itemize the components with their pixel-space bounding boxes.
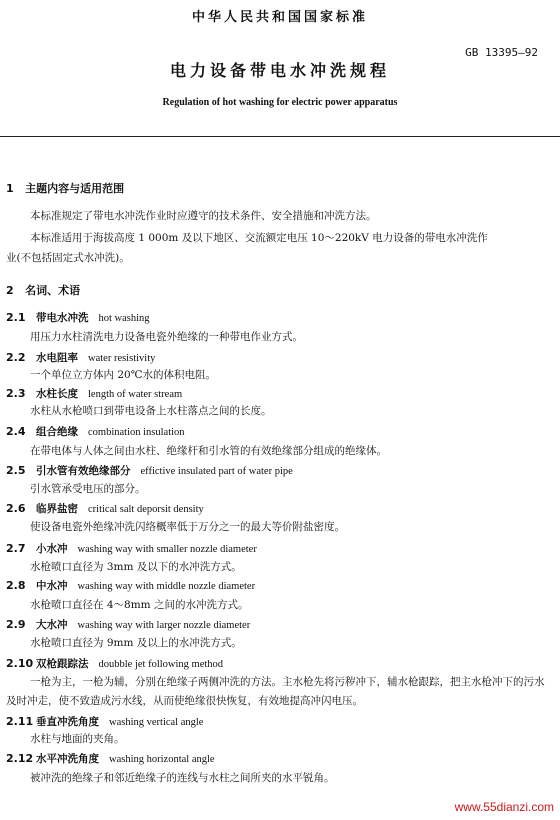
term-english: hot washing (98, 313, 150, 324)
section-title: 主题内容与适用范围 (25, 182, 125, 195)
term-heading (6, 350, 155, 365)
term-english: washing way with larger nozzle diameter (77, 620, 251, 631)
section-1-paragraph: 本标准规定了带电水冲洗作业时应遵守的技术条件、安全措施和冲洗方法。 (30, 210, 377, 222)
term-number: 2.8 (6, 579, 26, 592)
term-chinese: 小水冲 (36, 543, 68, 555)
term-definition: 用压力水柱清洗电力设备电瓷外绝缘的一种带电作业方式。 (30, 331, 303, 343)
term-english: doubble jet following method (98, 659, 224, 670)
term-heading (6, 541, 257, 556)
term-english: washing way with middle nozzle diameter (77, 581, 256, 592)
term-heading (6, 656, 223, 671)
term-english: critical salt deporsit density (88, 504, 204, 515)
term-english: washing horizontal angle (109, 754, 215, 765)
section-number: 2 (6, 284, 14, 297)
document-title: 电力设备带电水冲洗规程 (169, 61, 390, 80)
term-english: washing vertical angle (109, 717, 204, 728)
term-chinese: 中水冲 (36, 580, 68, 592)
term-english: length of water stream (88, 389, 183, 400)
term-heading (6, 424, 185, 439)
term-heading (6, 578, 255, 593)
document-subtitle-english: Regulation of hot washing for electric power apparatus (162, 97, 398, 108)
standard-org-header: 中华人民共和国国家标准 (191, 10, 368, 25)
term-number: 2.7 (6, 542, 26, 555)
term-chinese: 大水冲 (36, 619, 68, 631)
term-heading (6, 751, 215, 766)
term-heading (6, 617, 250, 632)
term-chinese: 水平冲洗角度 (36, 753, 99, 765)
term-chinese: 引水管有效绝缘部分 (36, 465, 131, 477)
term-definition: 引水管承受电压的部分。 (30, 483, 146, 495)
term-chinese: 带电水冲洗 (36, 312, 89, 324)
term-number: 2.3 (6, 387, 26, 400)
term-english: effictive insulated part of water pipe (140, 466, 293, 477)
site-watermark: www.55dianzi.com (454, 800, 554, 814)
term-chinese: 组合绝缘 (36, 426, 78, 438)
section-title: 名词、术语 (25, 284, 81, 297)
term-chinese: 垂直冲洗角度 (36, 716, 99, 728)
term-number: 2.5 (6, 464, 26, 477)
term-number: 2.10 (6, 657, 34, 670)
term-number: 2.4 (6, 425, 26, 438)
term-definition: 水枪喷口直径在 4～8mm 之间的水冲洗方式。 (30, 599, 249, 611)
term-definition: 水柱与地面的夹角。 (30, 733, 125, 745)
term-english: water resistivity (88, 353, 156, 364)
term-heading (6, 501, 204, 516)
section-1-paragraph: 本标准适用于海拔高度 1 000m 及以下地区、交流额定电压 10～220kV 电力设备的带电水冲洗作 (30, 232, 488, 244)
section-1-heading (6, 180, 124, 196)
term-number: 2.6 (6, 502, 26, 515)
section-number: 1 (6, 182, 14, 195)
standard-code: GB 13395—92 (465, 46, 538, 59)
term-chinese: 临界盐密 (36, 503, 78, 515)
term-definition: 一枪为主，一枪为辅，分别在绝缘子两侧冲洗的方法。主水枪先将污秽冲下，辅水枪跟踪，把主水枪冲下的污水及时冲走，使不致造成污水线，从而使绝缘很快恢复，有效地提高冲闪电压。 (6, 676, 545, 707)
term-english: combination insulation (88, 427, 185, 438)
term-definition: 被冲洗的绝缘子和邻近绝缘子的连线与水柱之间所夹的水平锐角。 (30, 772, 335, 784)
term-heading (6, 463, 293, 478)
term-chinese: 水电阻率 (36, 352, 78, 364)
term-english: washing way with smaller nozzle diameter (77, 544, 257, 555)
term-chinese: 水柱长度 (36, 388, 78, 400)
term-chinese: 双枪跟踪法 (36, 658, 89, 670)
term-number: 2.2 (6, 351, 26, 364)
term-definition: 水枪喷口直径为 9mm 及以上的水冲洗方式。 (30, 637, 242, 649)
term-definition: 使设备电瓷外绝缘冲洗闪络概率低于万分之一的最大等价附盐密度。 (30, 521, 345, 533)
term-definition: 在带电体与人体之间由水柱、绝缘杆和引水管的有效绝缘部分组成的绝缘体。 (30, 445, 387, 457)
section-1-paragraph: 业(不包括固定式水冲洗)。 (6, 252, 130, 264)
term-number: 2.1 (6, 311, 26, 324)
term-heading (6, 310, 150, 325)
term-number: 2.12 (6, 752, 34, 765)
term-definition: 水柱从水枪喷口到带电设备上水柱落点之间的长度。 (30, 405, 272, 417)
section-2-heading (6, 282, 80, 298)
term-heading (6, 386, 182, 401)
term-number: 2.11 (6, 715, 34, 728)
term-heading (6, 714, 203, 729)
header-divider (0, 136, 560, 137)
term-number: 2.9 (6, 618, 26, 631)
term-definition: 水枪喷口直径为 3mm 及以下的水冲洗方式。 (30, 561, 242, 573)
term-definition: 一个单位立方体内 20℃水的体积电阻。 (30, 369, 216, 381)
